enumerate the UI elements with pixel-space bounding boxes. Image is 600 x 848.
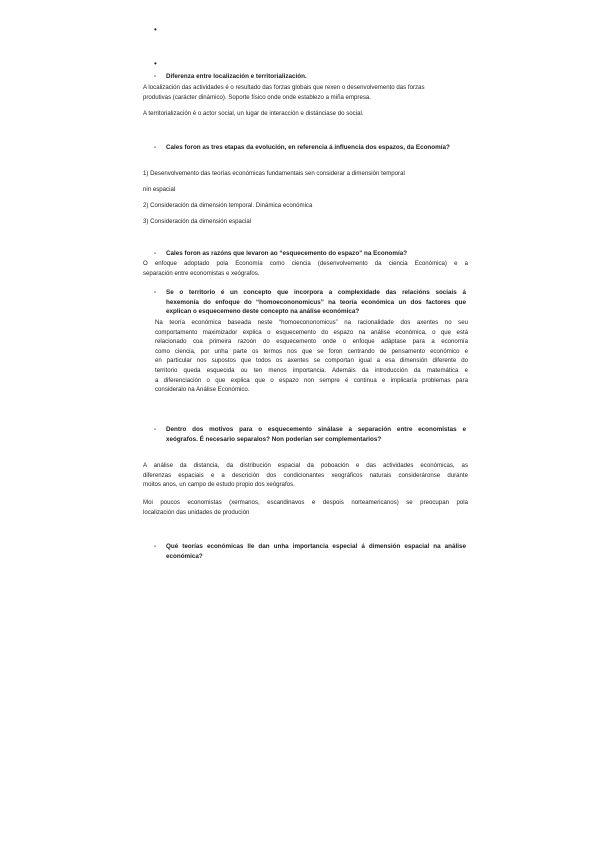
paragraph-line: a diferenciación o que explica que o espazo non sempre é continua e implicaría problemas para: [155, 376, 468, 384]
section5-paragraph2: [143, 498, 468, 517]
dash-marker: -: [154, 543, 157, 550]
dash-marker: -: [154, 73, 157, 80]
section1-heading: Diferenza entre localización e territorialización.: [166, 73, 307, 80]
bullet: •: [154, 25, 157, 34]
dash-marker: -: [154, 144, 157, 151]
section4-heading: Se o territorio é un concepto que incorpora a complexidade das relacións sociais á hexemonía do enfoque do “homoecononomicus” na teoría económica un dos factores que explican o esquecemeno deste concepto na análise económica?: [166, 289, 466, 315]
section4-paragraph: [155, 318, 468, 395]
paragraph-line: diferenzas espaciais e a descrición dos condicionantes xeográficos naturais consideráronse durante: [143, 471, 468, 479]
section3-paragraph: O enfoque adoptado pola Economía como ciencia (desenvolvemento da ciencia Económica) e a separación entre economistas e xeógrafos.: [143, 260, 468, 277]
bullet: •: [154, 59, 157, 68]
section3-heading: Cales foron as razóns que levaron ao “esquecemento do espazo” na Economía?: [166, 250, 408, 257]
dash-marker: -: [154, 289, 157, 296]
paragraph-line: como ciencia, por unha parte os termos nos que se foron centrando de pensamento económico e: [155, 347, 468, 355]
dash-marker: -: [154, 426, 157, 433]
paragraph-line: en particular nos supostos que todos os axentes se comportan igual a esa dimensión diferente do: [155, 357, 468, 365]
section1-paragraph: A localización das actividades é o resultado das forzas globais que rexen o desenvolvemento das forzas produtivas (carácter dinámico). Soporte físico onde onde establezo a miña empresa.: [143, 84, 425, 101]
paragraph-line: territorio queda esquecida ou ten menos importancia. Ademáis da introducción da matemática e: [155, 366, 468, 374]
dash-marker: -: [154, 250, 157, 257]
paragraph-line: relacionado coa primeira razoón do esquecemento onde o enfoque adáptase para a economía: [155, 338, 468, 346]
paragraph-line: Moi poucos economistas (xermanos, escandinavos e despois norteamericanos) se preocupan pola: [143, 499, 468, 506]
section2-heading: Cales foron as tres etapas da evolución, en referencia á influencia dos espazos, da Economía?: [166, 144, 450, 151]
paragraph-line: moitos anos, un campo de estudo propio dos xeógrafos.: [143, 481, 295, 489]
section1-paragraph2: A territorialización é o actor social, un lugar de interacción e distánciase do social.: [143, 110, 364, 117]
section2-item1: 1) Desenvolvemento das teorías económicas fundamentais sen considerar a dimensión temporal: [143, 170, 405, 177]
paragraph-line: consideralo na Análise Económico.: [155, 386, 250, 394]
section5-paragraph1: [143, 461, 468, 490]
paragraph-line: localización das unidades de produción: [143, 508, 250, 516]
paragraph-line: Na teoría económica baseada neste “homoecononomicus” na racionalidade dos axentes no seu: [155, 319, 468, 326]
section2-item3: 3) Consideración da dimensión espacial: [143, 218, 252, 225]
section6-heading: Qué teorías económicas lle dan unha importancia especial á dimensión espacial na análise económica?: [166, 543, 466, 560]
section5-heading: Dentro dos motivos para o esquecemento sinálase a separación entre economistas e xeógrafos. É necesario separalos? Non poderían ser complementarios?: [166, 426, 466, 443]
paragraph-line: comportamento maximizador explica o esquecemento do espazo na análise económica, o que está: [155, 328, 468, 336]
paragraph-line: A análise da distancia, da distribución espacial da poboación e das actividades económicas, as: [143, 462, 468, 469]
section2-item2: 2) Consideración da dimensión temporal. Dinámica económica: [143, 202, 313, 209]
section2-item1-cont: nin espacial: [143, 186, 176, 193]
